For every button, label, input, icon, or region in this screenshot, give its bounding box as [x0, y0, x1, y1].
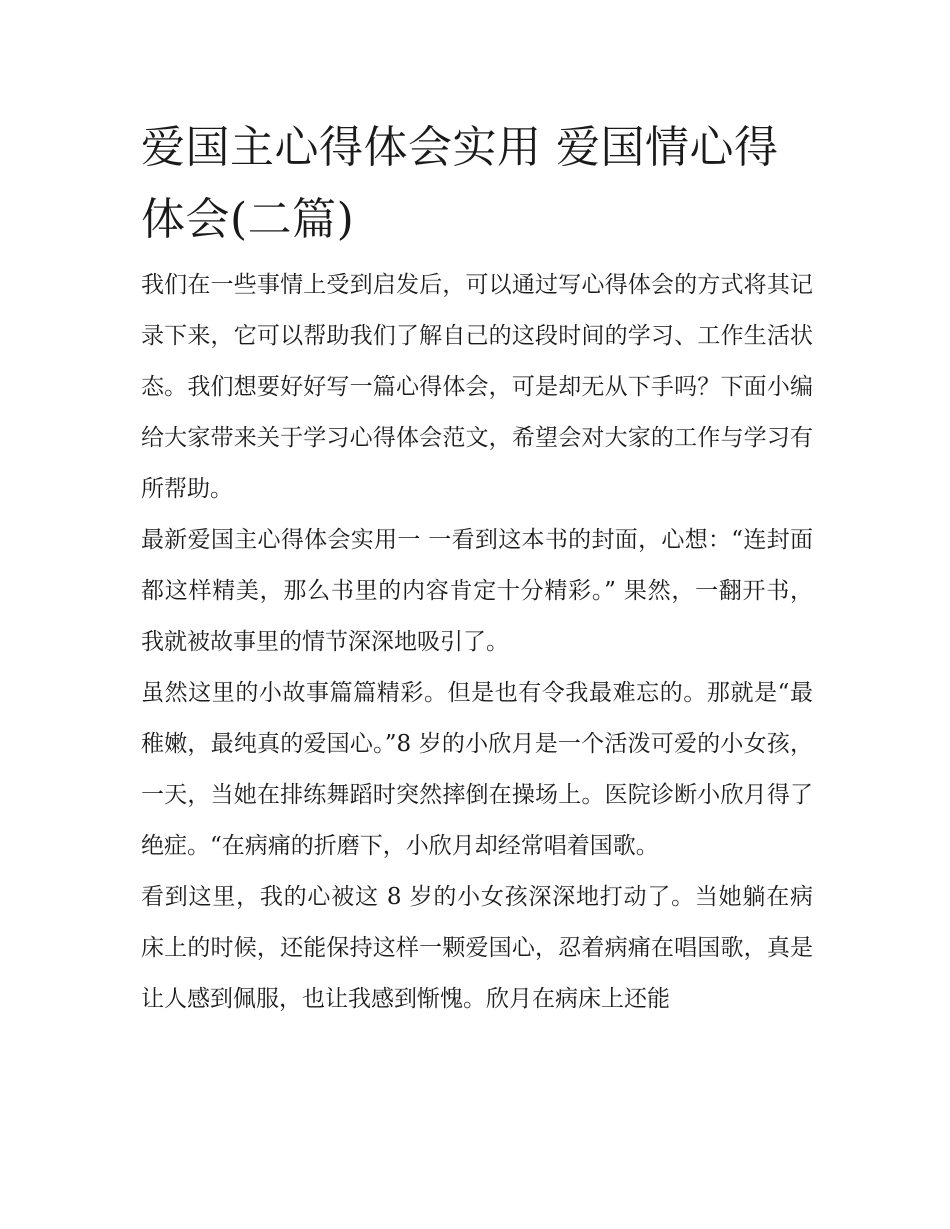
document-title: 爱国主心得体会实用 爱国情心得体会(二篇) [141, 122, 779, 245]
paragraph-book-cover: 最新爱国主心得体会实用一 一看到这本书的封面，心想：“连封面都这样精美，那么书里的内容肯定十分精彩。” 果然，一翻开书，我就被故事里的情节深深地吸引了。 [141, 527, 813, 655]
paragraph-story: 虽然这里的小故事篇篇精彩。但是也有令我最难忘的。那就是“最稚嫩，最纯真的爱国心。”8 岁的小欣月是一个活泼可爱的小女孩，一天，当她在排练舞蹈时突然摔倒在操场上。医院诊断小欣月得了绝症。“在病痛的折磨下，小欣月却经常唱着国歌。 [141, 680, 813, 859]
paragraph-reflection: 看到这里，我的心被这 8 岁的小女孩深深地打动了。当她躺在病床上的时候，还能保持这样一颗爱国心，忍着病痛在唱国歌，真是让人感到佩服，也让我感到惭愧。欣月在病床上还能 [141, 884, 813, 1012]
document-body [141, 112, 813, 1025]
paragraph-intro: 我们在一些事情上受到启发后，可以通过写心得体会的方式将其记录下来，它可以帮助我们了解自己的这段时间的学习、工作生活状态。我们想要好好写一篇心得体会，可是却无从下手吗？下面小编给大家带来关于学习心得体会范文，希望会对大家的工作与学习有所帮助。 [141, 272, 813, 502]
